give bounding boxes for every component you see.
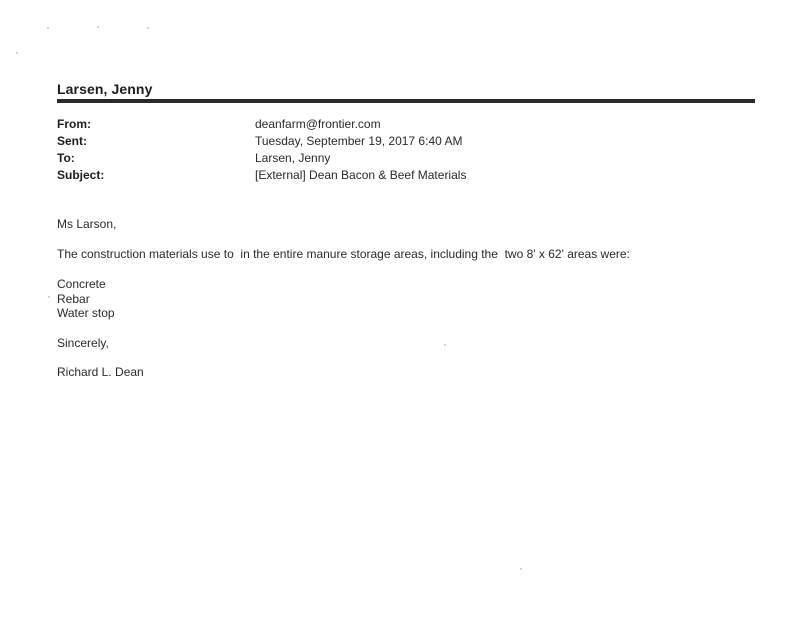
to-value: Larsen, Jenny bbox=[255, 151, 331, 165]
material-list-item: Water stop bbox=[57, 306, 115, 320]
sent-value: Tuesday, September 19, 2017 6:40 AM bbox=[255, 134, 463, 148]
subject-row bbox=[57, 167, 757, 184]
email-closing: Sincerely, bbox=[57, 336, 109, 350]
from-value: deanfarm@frontier.com bbox=[255, 117, 381, 131]
scan-speck bbox=[97, 26, 99, 28]
material-list-item: Rebar bbox=[57, 292, 90, 306]
email-signature: Richard L. Dean bbox=[57, 365, 144, 379]
sent-row bbox=[57, 133, 757, 150]
subject-value: [External] Dean Bacon & Beef Materials bbox=[255, 168, 467, 182]
email-greeting: Ms Larson, bbox=[57, 217, 117, 231]
email-paragraph: The construction materials use to in the entire manure storage areas, including the two 8' x 62' areas were: bbox=[57, 247, 630, 261]
scan-speck bbox=[47, 27, 49, 29]
sent-label: Sent: bbox=[57, 134, 87, 148]
to-row bbox=[57, 150, 757, 167]
recipient-name-title: Larsen, Jenny bbox=[57, 81, 153, 97]
scan-speck bbox=[520, 568, 522, 570]
scan-speck bbox=[48, 296, 50, 298]
material-list-item: Concrete bbox=[57, 277, 106, 291]
header-rule-divider bbox=[57, 99, 755, 103]
scan-speck bbox=[16, 52, 18, 54]
scan-speck bbox=[147, 27, 149, 29]
from-row bbox=[57, 116, 757, 133]
scan-speck bbox=[444, 344, 446, 346]
subject-label: Subject: bbox=[57, 168, 105, 182]
from-label: From: bbox=[57, 117, 91, 131]
to-label: To: bbox=[57, 151, 75, 165]
